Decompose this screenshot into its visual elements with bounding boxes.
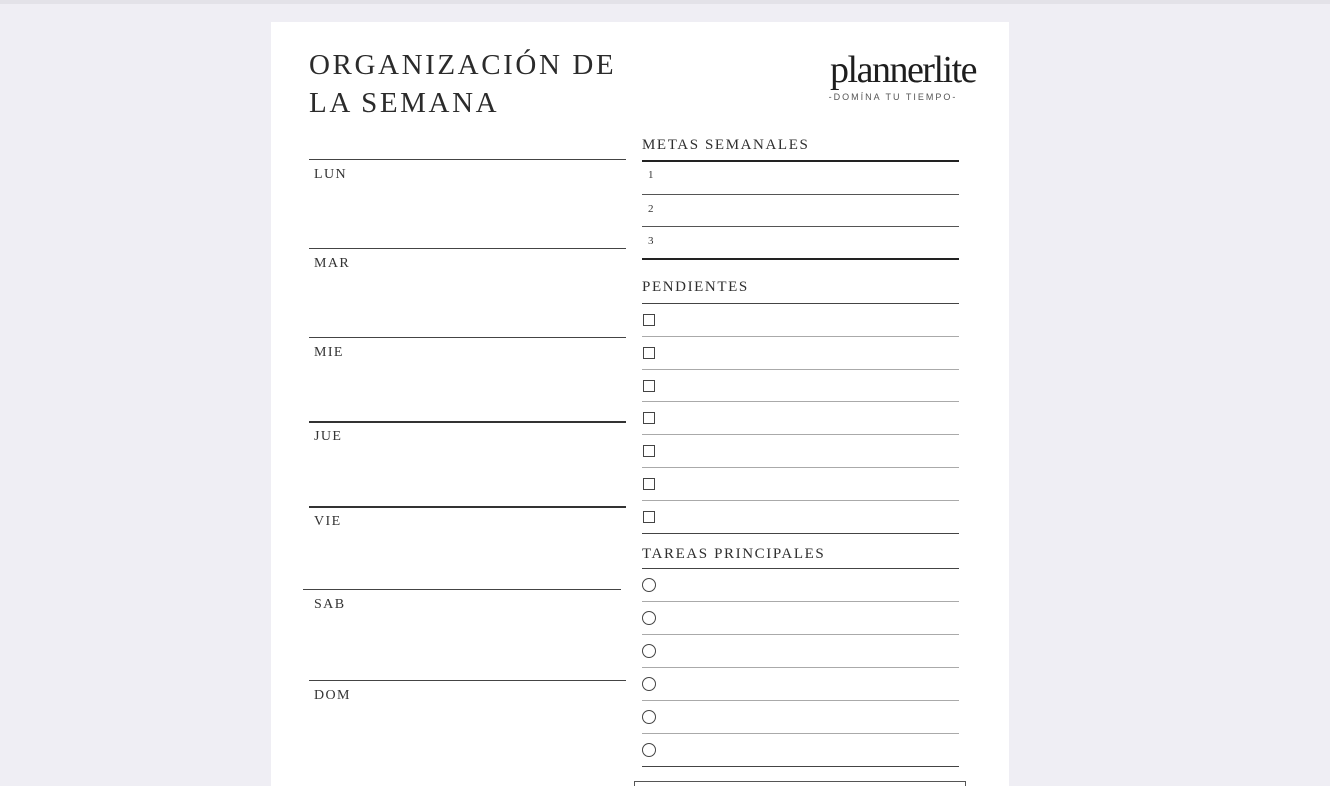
page-title <box>309 46 616 122</box>
circle-icon[interactable] <box>642 578 656 592</box>
title-line-1: ORGANIZACIÓN DE <box>309 49 617 81</box>
day-label-lun: LUN <box>314 167 347 182</box>
pendiente-row-line <box>642 369 959 370</box>
checkbox-icon[interactable] <box>643 380 655 392</box>
tarea-row-line <box>642 700 959 701</box>
pendiente-row-line <box>642 434 959 435</box>
meta-number: 2 <box>648 203 654 215</box>
day-divider <box>303 589 621 590</box>
circle-icon[interactable] <box>642 743 656 757</box>
tareas-title: TAREAS PRINCIPALES <box>642 546 826 562</box>
day-divider <box>309 421 626 423</box>
day-label-mie: MIE <box>314 345 344 360</box>
title-line-2: LA SEMANA <box>309 87 500 119</box>
checkbox-icon[interactable] <box>643 412 655 424</box>
day-divider <box>309 159 626 160</box>
metas-top-rule <box>642 160 959 162</box>
checkbox-icon[interactable] <box>643 511 655 523</box>
day-label-mar: MAR <box>314 256 351 271</box>
planner-page <box>271 22 1009 786</box>
viewer-top-bar <box>0 0 1330 4</box>
checkbox-icon[interactable] <box>643 314 655 326</box>
day-divider <box>309 680 626 681</box>
day-label-jue: JUE <box>314 429 343 444</box>
tarea-row-line <box>642 634 959 635</box>
day-divider <box>309 337 626 338</box>
pendientes-title: PENDIENTES <box>642 279 749 295</box>
pendiente-row-line <box>642 467 959 468</box>
circle-icon[interactable] <box>642 611 656 625</box>
pendiente-row-line <box>642 336 959 337</box>
tarea-row-line <box>642 766 959 767</box>
tareas-top-rule <box>642 568 959 569</box>
day-label-dom: DOM <box>314 688 351 703</box>
circle-icon[interactable] <box>642 710 656 724</box>
circle-icon[interactable] <box>642 644 656 658</box>
brand-tagline: -DOMÍNA TU TIEMPO- <box>828 92 958 102</box>
day-label-sab: SAB <box>314 597 346 612</box>
meta-row-line <box>642 226 959 227</box>
pendientes-top-rule <box>642 303 959 304</box>
pendiente-row-line <box>642 401 959 402</box>
pendiente-row-line <box>642 500 959 501</box>
checkbox-icon[interactable] <box>643 478 655 490</box>
tarea-row-line <box>642 667 959 668</box>
meta-number: 1 <box>648 169 654 181</box>
brand-logo: plannerlite <box>830 49 976 91</box>
pendiente-row-line <box>642 533 959 534</box>
checkbox-icon[interactable] <box>643 445 655 457</box>
notes-box <box>634 781 966 786</box>
day-label-vie: VIE <box>314 514 342 529</box>
meta-number: 3 <box>648 235 654 247</box>
meta-row-line <box>642 194 959 195</box>
metas-bottom-rule <box>642 258 959 260</box>
day-divider <box>309 248 626 249</box>
metas-title: METAS SEMANALES <box>642 137 810 153</box>
tarea-row-line <box>642 601 959 602</box>
checkbox-icon[interactable] <box>643 347 655 359</box>
day-divider <box>309 506 626 508</box>
tarea-row-line <box>642 733 959 734</box>
circle-icon[interactable] <box>642 677 656 691</box>
